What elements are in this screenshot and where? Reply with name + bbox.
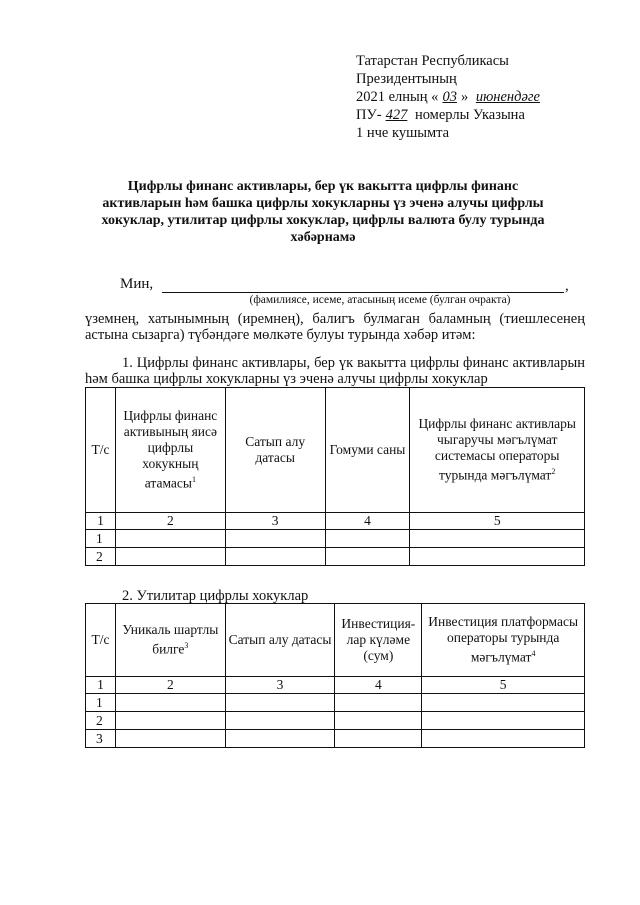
col-header: Уникаль шартлы билге$^3$ <box>115 604 225 677</box>
row-index: 2 <box>86 548 116 566</box>
table-cell[interactable] <box>422 730 585 748</box>
section-2-heading: 2. Утилитар цифрлы хокуклар <box>122 588 309 604</box>
section-1-heading: 1. Цифрлы финанс активлары, бер үк вакытта цифрлы финанс активларын һәм башка цифрлы хокукларны үз эченә алучы цифрлы хокуклар <box>85 355 585 387</box>
col-number: 4 <box>335 677 422 694</box>
table-cell[interactable] <box>325 548 410 566</box>
name-hint: (фамилиясе, исеме, атасының исеме (булган очракта) <box>249 294 511 306</box>
utilitarian-rights-table <box>85 603 585 748</box>
table-cell[interactable] <box>410 548 585 566</box>
attachment-header <box>356 52 544 142</box>
table-cell[interactable] <box>115 548 225 566</box>
table-cell[interactable] <box>335 694 422 712</box>
table-cell[interactable] <box>115 730 225 748</box>
col-number: 4 <box>325 513 410 530</box>
row-index: 1 <box>86 530 116 548</box>
col-number: 3 <box>225 513 325 530</box>
min-label: Мин, <box>120 276 154 292</box>
document-title: Цифрлы финанс активлары, бер үк вакытта цифрлы финанс активларын һәм башка цифрлы хокукларны үз эченә алучы цифрлы хокуклар, утилитар цифрлы хокуклар, цифрлы валюта булу турында хәбәрнамә <box>101 179 545 245</box>
header-line-3 <box>356 88 544 106</box>
decree-suffix: номерлы Указына <box>414 107 525 123</box>
col-header: Т/с <box>86 604 116 677</box>
col-header: Сатып алу датасы <box>225 388 325 513</box>
col-header: Инвестиция платформасы операторы турында мәгълүмат$^4$ <box>422 604 585 677</box>
date-month: июнендәге <box>475 89 540 105</box>
comma: , <box>565 278 569 294</box>
table-cell[interactable] <box>225 730 335 748</box>
header-line-1: Татарстан Республикасы <box>356 53 509 69</box>
table-cell[interactable] <box>115 530 225 548</box>
table-cell[interactable] <box>115 694 225 712</box>
header-line-5: 1 нче кушымта <box>356 125 450 141</box>
col-header: Цифрлы финанс активлары чыгаручы мәгълүмат системасы операторы турында мәгълүмат$^2$ <box>410 388 585 513</box>
table-cell[interactable] <box>225 694 335 712</box>
date-quote: » <box>460 89 469 105</box>
intro-text: үземнең, хатынымның (иремнең), балигъ булмаган баламның (тиешлесенең астына сызарга) түбәндәге мөлкәте булуы турында хәбәр итәм: <box>85 311 585 343</box>
table-cell[interactable] <box>422 712 585 730</box>
row-index: 3 <box>86 730 116 748</box>
table-cell[interactable] <box>410 530 585 548</box>
table-cell[interactable] <box>335 712 422 730</box>
table-cell[interactable] <box>225 548 325 566</box>
digital-assets-table <box>85 387 585 566</box>
col-header: Т/с <box>86 388 116 513</box>
table-cell[interactable] <box>325 530 410 548</box>
table-cell[interactable] <box>225 530 325 548</box>
header-line-4 <box>356 106 544 124</box>
col-header: Сатып алу датасы <box>225 604 335 677</box>
table-cell[interactable] <box>335 730 422 748</box>
header-line-2: Президентының <box>356 71 457 87</box>
col-number: 1 <box>86 677 116 694</box>
decree-prefix: ПУ- <box>356 107 382 123</box>
date-prefix: 2021 елның « <box>356 89 439 105</box>
col-number: 1 <box>86 513 116 530</box>
table-cell[interactable] <box>225 712 335 730</box>
row-index: 1 <box>86 694 116 712</box>
col-number: 2 <box>115 513 225 530</box>
table-cell[interactable] <box>422 694 585 712</box>
col-number: 5 <box>422 677 585 694</box>
row-index: 2 <box>86 712 116 730</box>
col-header: Цифрлы финанс активының яисә цифрлы хокукның атамасы$^1$ <box>115 388 225 513</box>
col-number: 3 <box>225 677 335 694</box>
decree-number: 427 <box>385 107 408 123</box>
col-number: 5 <box>410 513 585 530</box>
col-header: Гомуми саны <box>325 388 410 513</box>
name-fill-line[interactable] <box>162 292 564 293</box>
table-cell[interactable] <box>115 712 225 730</box>
col-number: 2 <box>115 677 225 694</box>
date-day: 03 <box>442 89 457 105</box>
col-header: Инвестиция-лар күләме (сум) <box>335 604 422 677</box>
